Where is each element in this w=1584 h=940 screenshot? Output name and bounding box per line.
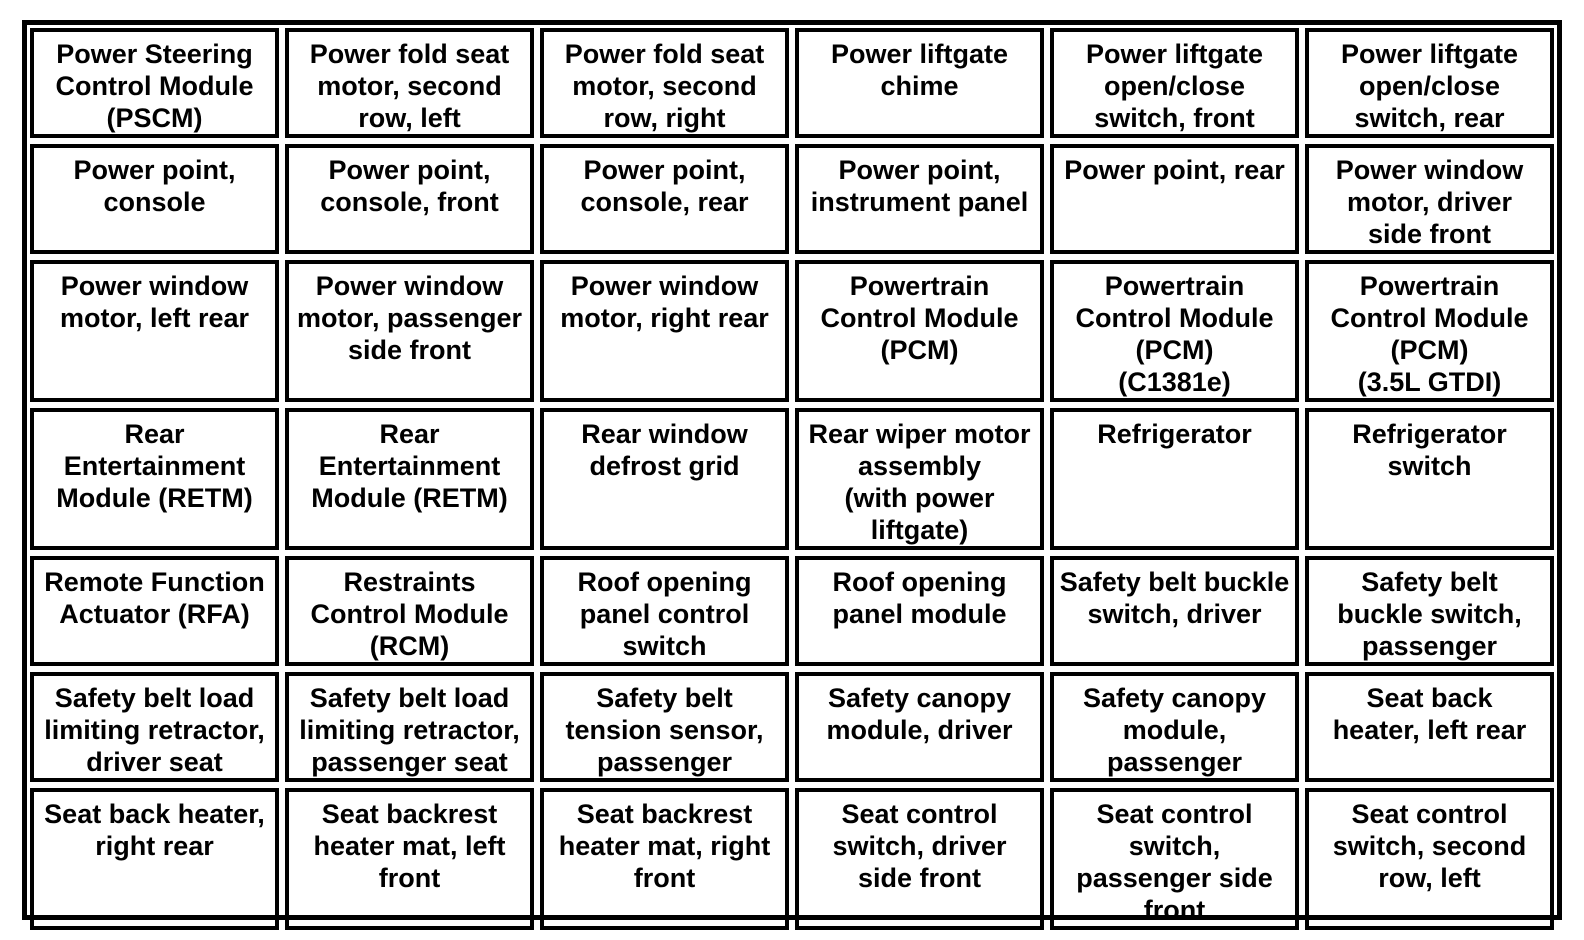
table-cell: Power point, rear — [1050, 144, 1299, 254]
table-row — [30, 408, 1554, 550]
table-row — [30, 260, 1554, 402]
table-cell: Seat control switch, passenger side front — [1050, 788, 1299, 930]
table-cell: Power point, console — [30, 144, 279, 254]
table-cell: Rear Entertainment Module (RETM) — [285, 408, 534, 550]
component-table — [24, 22, 1560, 936]
table-cell: Safety belt tension sensor, passenger — [540, 672, 789, 782]
table-cell: Power liftgate chime — [795, 28, 1044, 138]
table-cell: Refrigerator switch — [1305, 408, 1554, 550]
table-cell: Power fold seat motor, second row, right — [540, 28, 789, 138]
table-cell: Seat control switch, driver side front — [795, 788, 1044, 930]
table-cell: Seat backrest heater mat, left front — [285, 788, 534, 930]
table-cell: Safety canopy module, driver — [795, 672, 1044, 782]
table-cell: Safety belt load limiting retractor, passenger seat — [285, 672, 534, 782]
table-cell: Power Steering Control Module (PSCM) — [30, 28, 279, 138]
table-row — [30, 672, 1554, 782]
table-cell: Power liftgate open/close switch, front — [1050, 28, 1299, 138]
table-cell: Power fold seat motor, second row, left — [285, 28, 534, 138]
table-cell: Powertrain Control Module (PCM) (3.5L GTDI) — [1305, 260, 1554, 402]
table-cell: Roof opening panel control switch — [540, 556, 789, 666]
table-cell: Power window motor, right rear — [540, 260, 789, 402]
table-cell: Powertrain Control Module (PCM) (C1381e) — [1050, 260, 1299, 402]
table-cell: Power window motor, left rear — [30, 260, 279, 402]
table-cell: Safety belt buckle switch, passenger — [1305, 556, 1554, 666]
table-cell: Powertrain Control Module (PCM) — [795, 260, 1044, 402]
table-cell: Seat back heater, left rear — [1305, 672, 1554, 782]
table-cell: Rear wiper motor assembly (with power liftgate) — [795, 408, 1044, 550]
table-cell: Remote Function Actuator (RFA) — [30, 556, 279, 666]
table-cell: Rear Entertainment Module (RETM) — [30, 408, 279, 550]
table-row — [30, 788, 1554, 930]
table-cell: Power point, console, front — [285, 144, 534, 254]
table-row — [30, 28, 1554, 138]
table-cell: Power window motor, passenger side front — [285, 260, 534, 402]
component-table-frame — [22, 20, 1562, 925]
table-cell: Power point, console, rear — [540, 144, 789, 254]
table-row — [30, 144, 1554, 254]
table-cell: Power liftgate open/close switch, rear — [1305, 28, 1554, 138]
table-cell: Rear window defrost grid — [540, 408, 789, 550]
table-cell: Roof opening panel module — [795, 556, 1044, 666]
table-cell: Refrigerator — [1050, 408, 1299, 550]
table-cell: Safety belt load limiting retractor, driver seat — [30, 672, 279, 782]
table-cell: Seat backrest heater mat, right front — [540, 788, 789, 930]
table-cell: Safety belt buckle switch, driver — [1050, 556, 1299, 666]
table-row — [30, 556, 1554, 666]
table-cell: Safety canopy module, passenger — [1050, 672, 1299, 782]
table-cell: Power point, instrument panel — [795, 144, 1044, 254]
table-cell: Power window motor, driver side front — [1305, 144, 1554, 254]
table-cell: Restraints Control Module (RCM) — [285, 556, 534, 666]
table-cell: Seat back heater, right rear — [30, 788, 279, 930]
table-cell: Seat control switch, second row, left — [1305, 788, 1554, 930]
